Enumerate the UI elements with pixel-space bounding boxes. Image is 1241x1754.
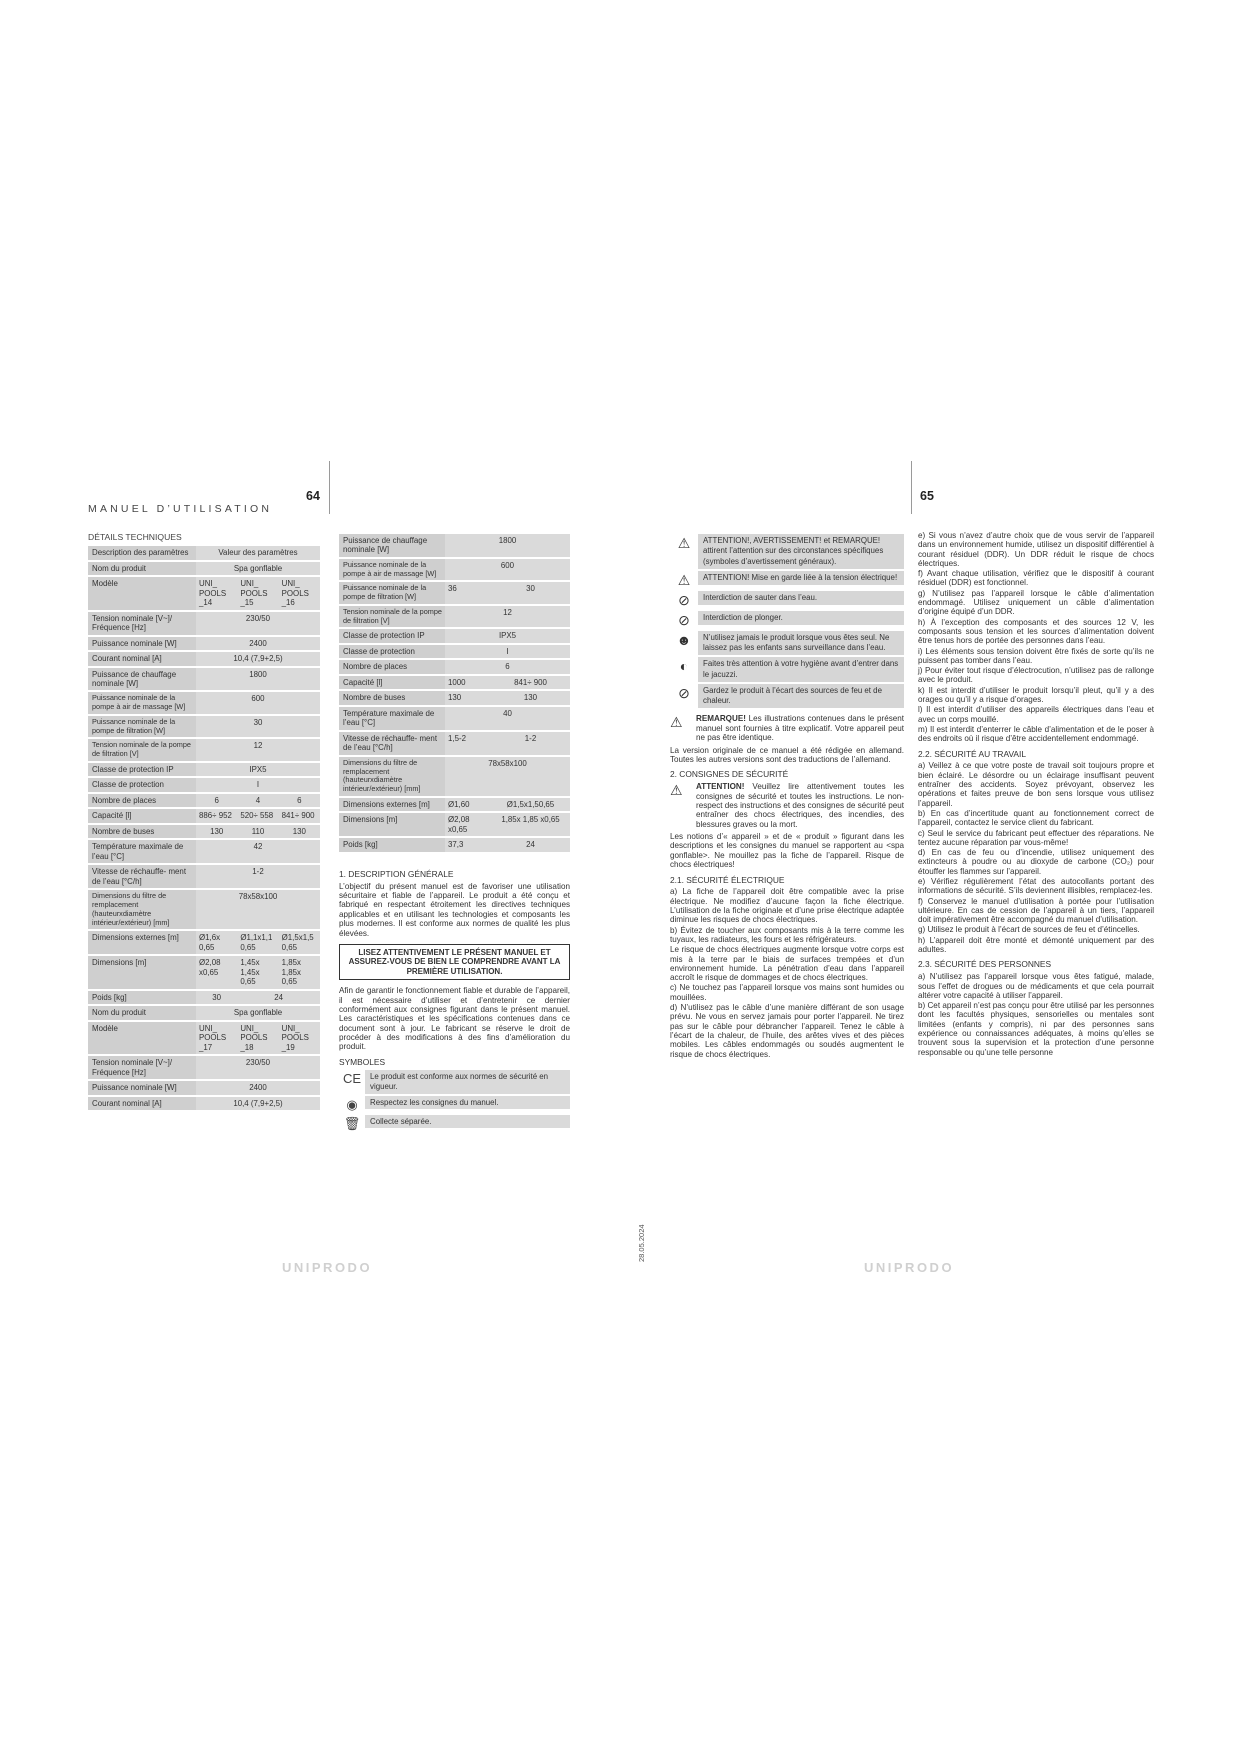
table-header-cell: Valeur des paramètres: [196, 546, 320, 559]
table-row: [88, 809, 320, 822]
table-row: [88, 577, 320, 609]
row-value: 1800: [196, 668, 320, 691]
hygiene-icon: ◐: [679, 658, 689, 675]
row-value: 30: [196, 716, 320, 738]
row-value: 230/50: [196, 612, 320, 635]
row-value: 1000: [445, 676, 491, 689]
symbol-row: [339, 1070, 570, 1094]
warning-triangle-icon: ⚠: [670, 782, 683, 799]
row-label: Température maximale de l’eau [°C]: [339, 707, 445, 730]
general-description-text-2: Afin de garantir le fonctionnement fiable et durable de l’appareil, il est nécessaire d’utiliser et d’entretenir ce dernier conformément aux consignes figurant dans le présent manuel. Les caractéristiques et les spécifications contenues dans ce document sont à jour. Le fabricant se réserve le droit de procéder à des modifications à des fins d’amélioration du produit.: [339, 986, 570, 1052]
row-label: Classe de protection: [88, 778, 196, 791]
row-label: Puissance nominale [W]: [88, 1081, 196, 1094]
child-supervision-icon: ☻: [676, 631, 692, 648]
row-label: Nombre de places: [88, 794, 196, 807]
row-value: 1-2: [196, 865, 320, 888]
row-label: Nom du produit: [88, 1006, 196, 1019]
electric-safety-item: j) Pour éviter tout risque d’électrocution, n’utilisez pas de rallonge avec le produit.: [918, 666, 1154, 685]
page-divider-right: [911, 461, 912, 514]
table-row: [88, 778, 320, 791]
work-safety-item: c) Seul le service du fabricant peut effectuer des réparations. Ne tentez aucune réparation par vous-même!: [918, 828, 1154, 847]
row-value: 78x58x100: [196, 890, 320, 929]
table-row: [339, 582, 570, 604]
table-row: [88, 1022, 320, 1054]
row-label: Dimensions externes [m]: [88, 931, 196, 954]
row-value: 1,85x 1,85x 0,65: [279, 956, 320, 988]
row-value: 130: [196, 825, 237, 838]
attention-paragraph: [670, 782, 904, 829]
brand-logo-left: UNIPRODO: [282, 1260, 373, 1275]
row-value: 6: [279, 794, 320, 807]
warning-text: Gardez le produit à l’écart des sources de feu et de chaleur.: [698, 684, 904, 709]
row-value: Ø1,6x 0,65: [196, 931, 237, 954]
row-label: Dimensions du filtre de remplacement (hauteurxdiamètre intérieur/extérieur) [mm]: [339, 757, 445, 796]
warning-text: N’utilisez jamais le produit lorsque vous êtes seul. Ne laissez pas les enfants sans surveillance dans l’eau.: [698, 631, 904, 656]
row-label: Puissance de chauffage nominale [W]: [339, 534, 445, 557]
symbol-row: [339, 1115, 570, 1132]
row-value: IPX5: [196, 763, 320, 776]
row-value: Ø1,60: [445, 798, 491, 811]
warning-row: [670, 611, 904, 629]
tech-details-title: DÉTAILS TECHNIQUES: [88, 532, 182, 542]
row-label: Poids [kg]: [339, 838, 445, 851]
table-row: [339, 813, 570, 836]
row-label: Tension nominale de la pompe de filtration [V]: [339, 606, 445, 628]
row-label: Température maximale de l’eau [°C]: [88, 840, 196, 863]
warning-row: [670, 591, 904, 609]
row-value: 42: [196, 840, 320, 863]
row-value: 30: [491, 582, 570, 604]
row-value: UNI_ POOLS _16: [279, 577, 320, 609]
table-row: [88, 931, 320, 954]
row-label: Dimensions [m]: [339, 813, 445, 836]
row-value: 12: [196, 739, 320, 761]
row-value: 37,3: [445, 838, 491, 851]
row-value: 36: [445, 582, 491, 604]
row-value: IPX5: [445, 629, 570, 642]
row-label: Tension nominale [V~]/ Fréquence [Hz]: [88, 1056, 196, 1079]
warning-text: ATTENTION!, AVERTISSEMENT! et REMARQUE! attirent l’attention sur des circonstances spécifiques (symboles d’avertissement généraux).: [698, 534, 904, 569]
row-label: Puissance nominale [W]: [88, 637, 196, 650]
electric-safety-list: [670, 887, 904, 1058]
remarque-text: Les illustrations contenues dans le présent manuel sont fournies à titre explicatif. Votre appareil peut ne pas être identique.: [696, 714, 904, 743]
table-row: [88, 692, 320, 714]
row-label: Nombre de buses: [339, 691, 445, 704]
electric-safety-item: m) Il est interdit d’enterrer le câble d’alimentation et de le poser à des endroits où il risque d’être accidentellement endommagé.: [918, 724, 1154, 744]
electric-safety-item: d) N’utilisez pas le câble d’une manière différant de son usage prévu. Ne vous en servez jamais pour porter l’appareil. Ne tirez pas sur le câble pour débrancher l’appareil. Tenez le câble à l’écart de la chaleur, de l’huile, des arêtes vives et des pièces mobiles. Les câbles endommagés ou soudés augmentent le risque de chocs électriques.: [670, 1003, 904, 1059]
warning-triangle-icon: ⚠: [670, 714, 683, 731]
persons-safety-item: a) N’utilisez pas l’appareil lorsque vous êtes fatigué, malade, sous l’effet de drogues ou de médicaments et que cela pourrait altérer votre capacité à utiliser l’appareil.: [918, 972, 1154, 1000]
print-date: 28.05.2024: [637, 1224, 646, 1262]
safety-heading: 2. CONSIGNES DE SÉCURITÉ: [670, 769, 789, 780]
warnings-column: [670, 534, 904, 1060]
table-row: [88, 562, 320, 575]
row-value: 78x58x100: [445, 757, 570, 796]
table-row: [88, 739, 320, 761]
row-label: Courant nominal [A]: [88, 1097, 196, 1110]
warning-triangle-icon: ⚠: [677, 535, 691, 551]
symbols-heading: SYMBOLES: [339, 1056, 386, 1067]
table-row: [88, 637, 320, 650]
table-row: [339, 691, 570, 704]
spec-table-2: [339, 532, 570, 854]
table-row: [88, 825, 320, 838]
read-manual-warning-box: LISEZ ATTENTIVEMENT LE PRÉSENT MANUEL ET ASSUREZ-VOUS DE BIEN LE COMPRENDRE AVANT LA PREMIÈRE UTILISATION.: [339, 944, 570, 980]
row-label: Puissance nominale de la pompe à air de massage [W]: [88, 692, 196, 714]
table-row: [339, 757, 570, 796]
row-label: Dimensions [m]: [88, 956, 196, 988]
table-row: [339, 732, 570, 755]
row-value: Ø1,5x1,5 0,65: [279, 931, 320, 954]
row-value: 130: [491, 691, 570, 704]
row-value: 24: [237, 991, 320, 1004]
row-value: UNI_ POOLS _14: [196, 577, 237, 609]
table-row: [88, 1056, 320, 1079]
row-label: Nom du produit: [88, 562, 196, 575]
row-label: Classe de protection: [339, 645, 445, 658]
row-value: 10,4 (7,9+2,5): [196, 1097, 320, 1110]
work-safety-item: e) Vérifiez régulièrement l’état des autocollants portant des informations de sécurité. S’ils deviennent illisibles, remplacez-les.: [918, 877, 1154, 896]
no-jumping-icon: ⊘: [678, 591, 690, 608]
table-row: [88, 991, 320, 1004]
work-safety-item: b) En cas d’incertitude quant au fonctionnement correct de l’appareil, contactez le service client du fabricant.: [918, 808, 1154, 828]
warning-text: Faites très attention à votre hygiène avant d’entrer dans le jacuzzi.: [698, 657, 904, 682]
page-number-left: 64: [306, 489, 320, 503]
warning-row: [670, 684, 904, 709]
tech-details-column: [88, 532, 320, 1112]
row-value: 130: [279, 825, 320, 838]
row-label: Tension nominale de la pompe de filtration [V]: [88, 739, 196, 761]
row-label: Nombre de places: [339, 660, 445, 673]
row-value: 1,85x 1,85 x0,65: [491, 813, 570, 836]
attention-text: Veuillez lire attentivement toutes les consignes de sécurité et toutes les instructions. Le non-respect des instructions et des consignes de sécurité peut entraîner des chocs électriques, des incendies, des blessures graves ou la mort.: [696, 782, 904, 829]
version-text: La version originale de ce manuel a été rédigée en allemand. Toutes les autres versions sont des traductions de l’allemand.: [670, 745, 904, 764]
row-label: Nombre de buses: [88, 825, 196, 838]
row-value: UNI_ POOLS _18: [237, 1022, 278, 1054]
warning-symbols-list: [670, 534, 904, 708]
table-row: [88, 794, 320, 807]
row-value: Spa gonflable: [196, 1006, 320, 1019]
manual-title: MANUEL D’UTILISATION: [88, 503, 273, 515]
crossed-bin-icon: 🗑: [343, 1115, 361, 1131]
brand-logo-right: UNIPRODO: [864, 1260, 955, 1275]
symbol-row: [339, 1096, 570, 1113]
symbols-list: [339, 1070, 570, 1132]
electric-warning-icon: ⚠: [677, 571, 691, 588]
row-label: Vitesse de réchauffe- ment de l’eau [°C/h]: [339, 732, 445, 755]
electric-safety-item: l) Il est interdit d’utiliser des appareils électriques dans l’eau et avec un corps mouillé.: [918, 705, 1154, 724]
ce-mark-icon: CE: [342, 1070, 362, 1086]
row-label: Classe de protection IP: [339, 629, 445, 642]
row-value: Spa gonflable: [196, 562, 320, 575]
row-value: 2400: [196, 1081, 320, 1094]
table-row: [339, 606, 570, 628]
table-row: [88, 1097, 320, 1110]
row-value: 24: [491, 838, 570, 851]
spec-table-2-column: [339, 532, 570, 1134]
row-value: 1800: [445, 534, 570, 557]
page-number-right: 65: [920, 489, 934, 503]
table-row: [339, 660, 570, 673]
row-value: 40: [445, 707, 570, 730]
row-value: UNI_ POOLS _17: [196, 1022, 237, 1054]
row-value: 2400: [196, 637, 320, 650]
symbol-text: Le produit est conforme aux normes de sécurité en vigueur.: [365, 1070, 570, 1094]
row-value: Ø2,08 x0,65: [445, 813, 491, 836]
table-row: [339, 629, 570, 642]
row-value: 886÷ 952: [196, 809, 237, 822]
keep-away-heat-icon: ⊘: [678, 684, 690, 701]
row-value: 10,4 (7,9+2,5): [196, 652, 320, 665]
row-label: Vitesse de réchauffe- ment de l’eau [°C/h]: [88, 865, 196, 888]
row-label: Tension nominale [V~]/ Fréquence [Hz]: [88, 612, 196, 635]
warning-row: [670, 657, 904, 682]
row-label: Dimensions externes [m]: [339, 798, 445, 811]
row-label: Dimensions du filtre de remplacement (hauteurxdiamètre intérieur/extérieur) [mm]: [88, 890, 196, 929]
warning-text: Interdiction de plonger.: [698, 611, 904, 625]
electric-safety-item: a) La fiche de l’appareil doit être compatible avec la prise électrique. Ne modifiez d’aucune façon la fiche électrique. L’utilisation de la fiche originale et d’une prise électrique adaptée diminue les risques de chocs électriques.: [670, 887, 904, 925]
table-row: [88, 865, 320, 888]
general-description-text: L’objectif du présent manuel est de favoriser une utilisation sécuritaire et fiable de l’appareil. Le produit a été conçu et fabriqué en respectant étroitement les directives techniques applicables et en utilisant les technologies et composants les plus modernes. Il est conforme aux normes de qualité les plus élevées.: [339, 881, 570, 938]
row-value: 6: [445, 660, 570, 673]
table-row: [339, 534, 570, 557]
row-value: Ø1,5x1,50,65: [491, 798, 570, 811]
table-row: [339, 798, 570, 811]
row-value: 130: [445, 691, 491, 704]
row-label: Puissance de chauffage nominale [W]: [88, 668, 196, 691]
row-value: 230/50: [196, 1056, 320, 1079]
work-safety-item: a) Veillez à ce que votre poste de travail soit toujours propre et bien éclairé. Le désordre ou un éclairage insuffisant peuvent entraîner des accidents. Soyez prévoyant, observez les opérations et faites preuve de bon sens lorsque vous utilisez l’appareil.: [918, 761, 1154, 808]
attention-label: ATTENTION!: [696, 782, 745, 792]
row-value: 1-2: [491, 732, 570, 755]
row-value: 600: [196, 692, 320, 714]
remarque-paragraph: [670, 714, 904, 742]
row-value: 12: [445, 606, 570, 628]
table-row: [88, 716, 320, 738]
table-row: [88, 1081, 320, 1094]
warning-row: [670, 534, 904, 569]
table-row: [88, 956, 320, 988]
row-value: 841÷ 900: [279, 809, 320, 822]
row-value: 520÷ 558: [237, 809, 278, 822]
electric-safety-list-continued: [918, 531, 1154, 744]
row-label: Classe de protection IP: [88, 763, 196, 776]
remarque-label: REMARQUE!: [696, 714, 746, 724]
electric-safety-item: i) Les éléments sous tension doivent être fixés de sorte qu’ils ne puissent pas tomber dans l’eau.: [918, 646, 1154, 665]
warning-text: Interdiction de sauter dans l’eau.: [698, 591, 904, 605]
warning-text: ATTENTION! Mise en garde liée à la tension électrique!: [698, 571, 904, 585]
row-value: 1,45x 1,45x 0,65: [237, 956, 278, 988]
table-row: [339, 559, 570, 581]
work-safety-item: g) Utilisez le produit à l’écart de sources de feu et d’étincelles.: [918, 925, 1140, 935]
row-value: Ø2,08 x0,65: [196, 956, 237, 988]
symbol-text: Respectez les consignes du manuel.: [365, 1096, 570, 1110]
row-label: Capacité [l]: [339, 676, 445, 689]
row-value: 841÷ 900: [491, 676, 570, 689]
work-safety-item: f) Conservez le manuel d’utilisation à portée pour l’utilisation ultérieure. En cas de cession de l’appareil à un tiers, l’appareil doit impérativement être accompagné du manuel d’utilisation.: [918, 896, 1154, 925]
row-label: Puissance nominale de la pompe de filtration [W]: [339, 582, 445, 604]
electric-safety-item: b) Évitez de toucher aux composants mis à la terre comme les tuyaux, les radiateurs, les fours et les réfrigérateurs.: [670, 925, 904, 944]
symbol-text: Collecte séparée.: [365, 1115, 570, 1129]
work-safety-heading: 2.2. SÉCURITÉ AU TRAVAIL: [918, 748, 1026, 759]
row-label: Capacité [l]: [88, 809, 196, 822]
spec-table-1: [88, 544, 320, 1112]
row-label: Courant nominal [A]: [88, 652, 196, 665]
read-manual-icon: ◉: [346, 1096, 358, 1112]
row-value: 600: [445, 559, 570, 581]
electric-safety-heading: 2.1. SÉCURITÉ ÉLECTRIQUE: [670, 874, 785, 885]
general-description-heading: 1. DESCRIPTION GÉNÉRALE: [339, 868, 454, 879]
electric-safety-item: f) Avant chaque utilisation, vérifiez que le dispositif à courant résiduel (DDR) est fonctionnel.: [918, 569, 1154, 588]
row-value: 1,5-2: [445, 732, 491, 755]
table-row: [88, 668, 320, 691]
row-value: 30: [196, 991, 237, 1004]
table-row: [339, 838, 570, 851]
persons-safety-item: b) Cet appareil n’est pas conçu pour être utilisé par les personnes dont les facultés physiques, sensorielles ou mentales sont limitées (enfants y compris), ni par des personnes sans expérience ou connaissances adéquates, à moins qu’elles se trouvent sous la supervision et la protection d’une personne responsable ou qu’une telle personne: [918, 1001, 1154, 1057]
warning-row: [670, 631, 904, 656]
table-row: [88, 612, 320, 635]
row-label: Modèle: [88, 1022, 196, 1054]
persons-safety-heading: 2.3. SÉCURITÉ DES PERSONNES: [918, 959, 1052, 970]
work-safety-item: h) L’appareil doit être monté et démonté uniquement par des adultes.: [918, 935, 1154, 955]
table-row: [88, 890, 320, 929]
table-row: [339, 676, 570, 689]
work-safety-item: d) En cas de feu ou d’incendie, utilisez uniquement des extincteurs à poudre ou au dioxyde de carbone (CO₂) pour étouffer les flammes sur l’appareil.: [918, 848, 1154, 876]
row-label: Puissance nominale de la pompe de filtration [W]: [88, 716, 196, 738]
row-label: Modèle: [88, 577, 196, 609]
page-divider-left: [329, 461, 330, 514]
safety-column-2: [918, 531, 1154, 1058]
row-value: 4: [237, 794, 278, 807]
table-row: [339, 645, 570, 658]
table-header-row: [88, 546, 320, 559]
electric-safety-item: e) Si vous n’avez d’autre choix que de vous servir de l’appareil dans un environnement humide, utilisez un dispositif différentiel à courant résiduel (DDR). Un DDR réduit le risque de chocs électriques.: [918, 531, 1154, 568]
table-row: [88, 652, 320, 665]
row-value: I: [196, 778, 320, 791]
row-value: Ø1,1x1,1 0,65: [237, 931, 278, 954]
row-value: 110: [237, 825, 278, 838]
table-row: [88, 840, 320, 863]
table-header-cell: Description des paramètres: [88, 546, 196, 559]
electric-safety-item: k) Il est interdit d’utiliser le produit lorsqu’il pleut, qu’il y a des orages ou qu’il y a risque d’orages.: [918, 685, 1154, 705]
electric-safety-item: g) N’utilisez pas l’appareil lorsque le câble d’alimentation endommagé. Utilisez uniquement un câble d’alimentation d’origine équipé d’un DDR.: [918, 588, 1154, 617]
warning-row: [670, 571, 904, 589]
no-diving-icon: ⊘: [678, 611, 690, 628]
row-value: 6: [196, 794, 237, 807]
notions-text: Les notions d’« appareil » et de « produit » figurant dans les descriptions et les consignes du manuel se rapportent au <spa gonflable>. Ne mouillez pas la fiche de l’appareil. Risque de chocs électriques!: [670, 832, 904, 870]
electric-safety-item: h) À l’exception des composants et des sources 12 V, les composants sous tension et les sources d’alimentation doivent être tenus hors de portée des personnes dans l’eau.: [918, 617, 1154, 646]
table-row: [88, 1006, 320, 1019]
table-row: [88, 763, 320, 776]
row-value: UNI_ POOLS _15: [237, 577, 278, 609]
electric-safety-item: c) Ne touchez pas l’appareil lorsque vos mains sont humides ou mouillées.: [670, 983, 904, 1002]
electric-safety-item: Le risque de chocs électriques augmente lorsque votre corps est mis à la terre par le biais de surfaces trempées et d’un environnement humide. La pénétration d’eau dans l’appareil accroît le risque de dommages et de chocs électriques.: [670, 945, 904, 983]
row-value: I: [445, 645, 570, 658]
work-safety-list: [918, 761, 1154, 954]
row-value: UNI_ POOLS _19: [279, 1022, 320, 1054]
row-label: Puissance nominale de la pompe à air de massage [W]: [339, 559, 445, 581]
row-label: Poids [kg]: [88, 991, 196, 1004]
table-row: [339, 707, 570, 730]
persons-safety-list: [918, 972, 1154, 1057]
